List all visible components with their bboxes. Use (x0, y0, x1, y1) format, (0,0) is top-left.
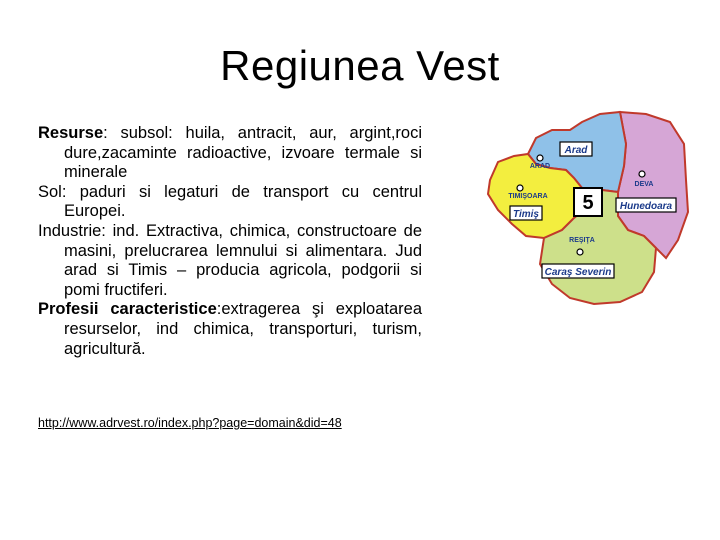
county-label-caras-severin: Caraş Severin (544, 267, 612, 278)
county-label-hunedoara: Hunedoara (619, 201, 673, 212)
paragraph-resurse (38, 124, 422, 183)
region-number: 5 (582, 192, 594, 214)
city-label-timisoara: TIMIŞOARA (508, 193, 548, 200)
paragraph-sol (38, 183, 422, 222)
paragraph-text: : subsol: huila, antracit, aur, argint,roci dure,zacaminte radioactive, izvoare termale si minerale (64, 124, 422, 182)
body-text (38, 124, 422, 359)
city-marker-resita (577, 249, 583, 255)
city-marker-timisoara (517, 185, 523, 191)
paragraph-profesii (38, 300, 422, 359)
paragraph-text: Industrie: ind. Extractiva, chimica, constructoare de masini, prelucrarea lemnului si alimentara. Jud arad si Timis – producia agricola, podgorii si pomi fructiferi. (38, 221, 422, 299)
source-link[interactable]: http://www.adrvest.ro/index.php?page=domain&did=48 (38, 416, 342, 430)
paragraph-text: :extragerea şi exploatarea resurselor, ind chimica, transporturi, turism, agricultură. (64, 300, 422, 358)
city-label-resita: REŞIŢA (569, 237, 595, 244)
region-map (470, 92, 692, 312)
county-label-timis: Timiş (513, 209, 539, 220)
county-label-arad: Arad (564, 145, 588, 156)
paragraph-industrie (38, 222, 422, 300)
city-label-deva: DEVA (634, 181, 654, 188)
city-marker-deva (639, 171, 645, 177)
paragraph-text: Sol: paduri si legaturi de transport cu centrul Europei. (38, 182, 422, 221)
slide-title: Regiunea Vest (220, 42, 500, 89)
city-marker-arad (537, 155, 543, 161)
paragraph-label: Resurse (38, 124, 104, 142)
paragraph-label: Profesii caracteristice (38, 300, 217, 319)
city-label-arad: ARAD (529, 163, 551, 170)
